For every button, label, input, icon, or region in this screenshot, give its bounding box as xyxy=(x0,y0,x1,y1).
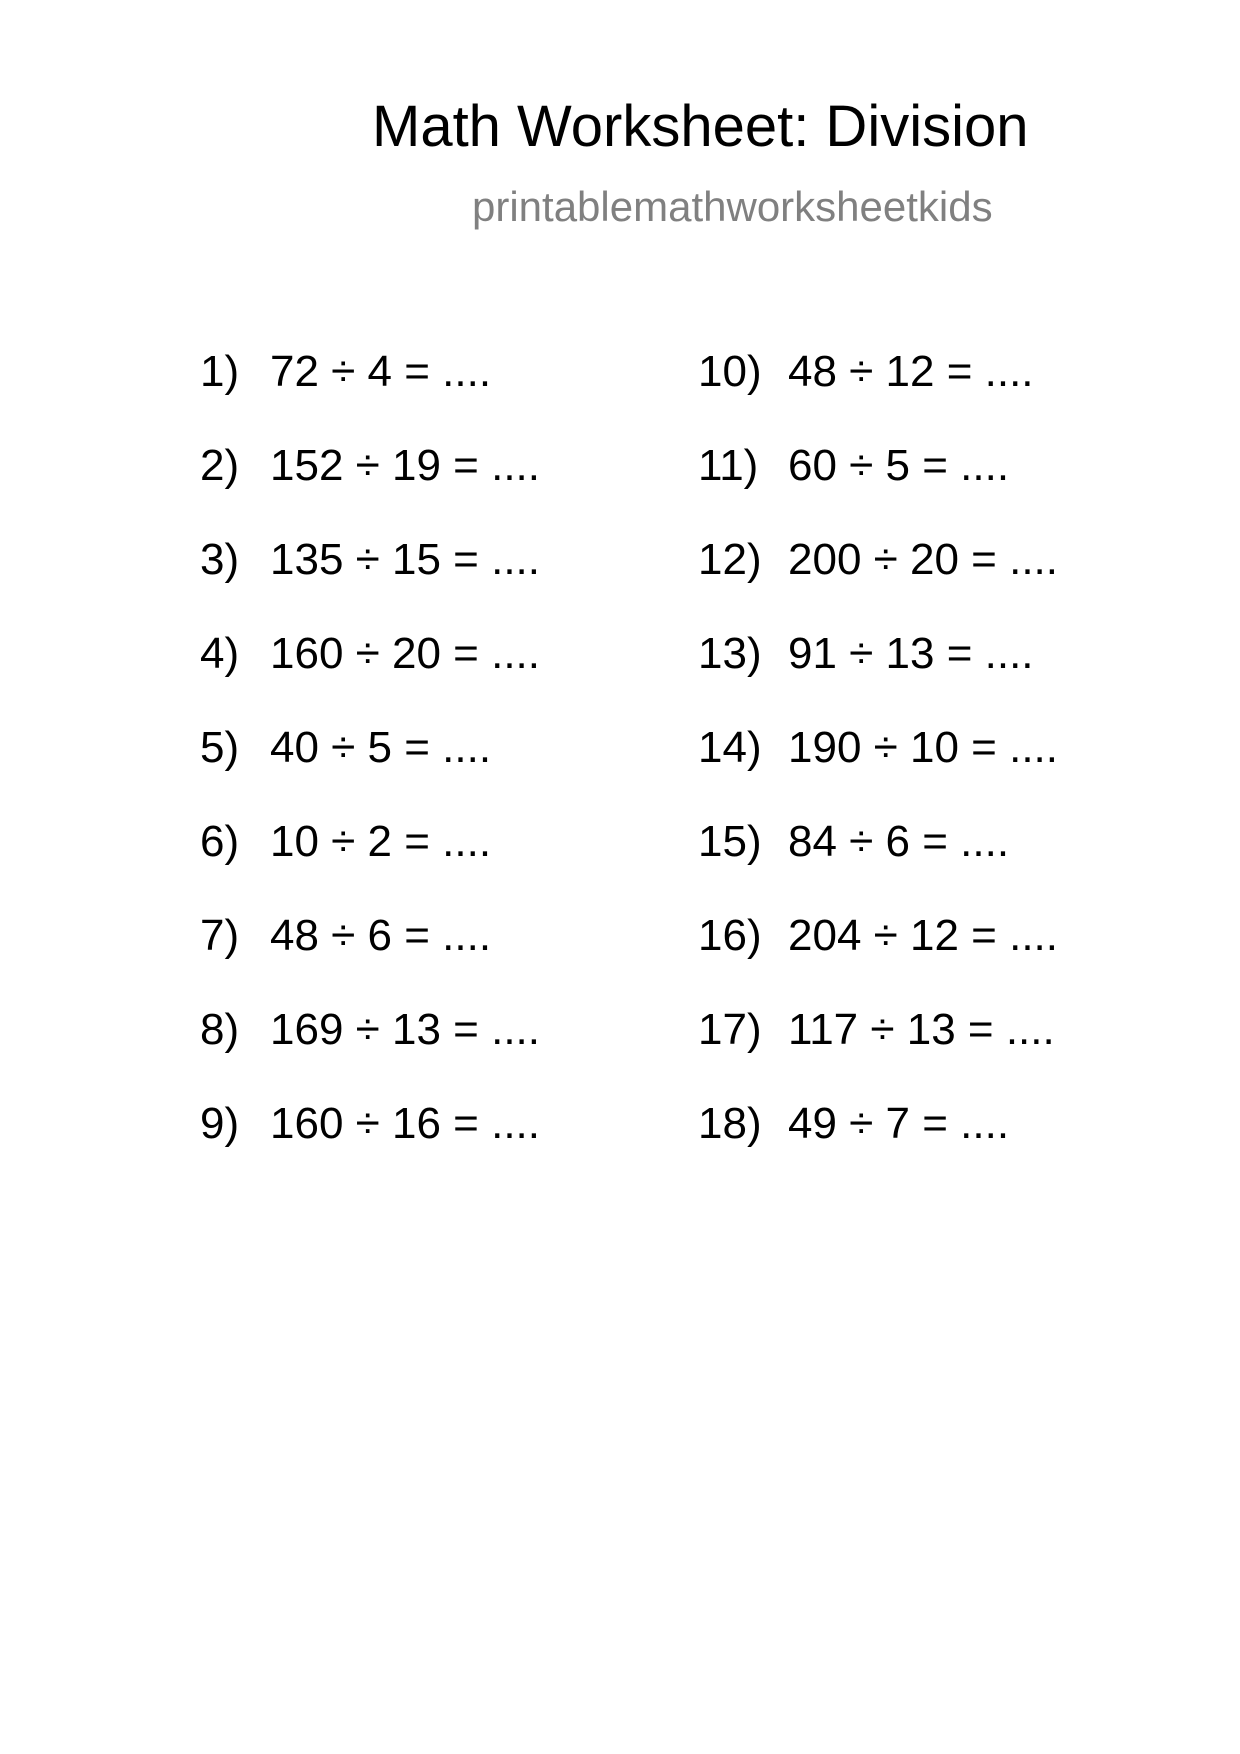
problem-expression: 72 ÷ 4 = .... xyxy=(270,347,492,396)
problem-expression: 160 ÷ 16 = .... xyxy=(270,1099,540,1148)
problem-expression: 190 ÷ 10 = .... xyxy=(788,723,1058,772)
problem-item xyxy=(200,723,492,772)
problem-number: 12) xyxy=(698,535,762,584)
problem-number: 11) xyxy=(698,441,759,490)
problem-expression: 10 ÷ 2 = .... xyxy=(270,817,492,866)
problem-number: 7) xyxy=(200,911,240,960)
problem-item xyxy=(200,911,492,960)
problem-expression: 204 ÷ 12 = .... xyxy=(788,911,1058,960)
problem-number: 5) xyxy=(200,723,240,772)
problem-item xyxy=(698,1005,1055,1054)
problem-item xyxy=(698,1099,1010,1148)
problem-item xyxy=(200,817,492,866)
problem-number: 14) xyxy=(698,723,762,772)
problem-item xyxy=(200,1099,540,1148)
problem-item xyxy=(200,441,540,490)
problem-item xyxy=(200,347,492,396)
worksheet-source: printablemathworksheetkids xyxy=(472,183,993,230)
problem-expression: 49 ÷ 7 = .... xyxy=(788,1099,1010,1148)
problem-expression: 40 ÷ 5 = .... xyxy=(270,723,492,772)
problem-item xyxy=(698,817,1010,866)
problem-expression: 169 ÷ 13 = .... xyxy=(270,1005,540,1054)
problem-item xyxy=(698,441,1010,490)
problem-expression: 135 ÷ 15 = .... xyxy=(270,535,540,584)
problem-item xyxy=(698,535,1058,584)
problem-number: 18) xyxy=(698,1099,762,1148)
problem-number: 17) xyxy=(698,1005,762,1054)
problem-number: 16) xyxy=(698,911,762,960)
problem-number: 3) xyxy=(200,535,240,584)
problem-item xyxy=(698,629,1034,678)
problem-number: 13) xyxy=(698,629,762,678)
worksheet-title: Math Worksheet: Division xyxy=(372,94,1029,159)
problem-expression: 200 ÷ 20 = .... xyxy=(788,535,1058,584)
problem-item xyxy=(698,723,1058,772)
problem-number: 2) xyxy=(200,441,240,490)
problem-expression: 48 ÷ 12 = .... xyxy=(788,347,1034,396)
problem-number: 10) xyxy=(698,347,762,396)
problem-item xyxy=(200,535,540,584)
problem-expression: 91 ÷ 13 = .... xyxy=(788,629,1034,678)
problem-expression: 152 ÷ 19 = .... xyxy=(270,441,540,490)
problem-number: 15) xyxy=(698,817,762,866)
problem-number: 4) xyxy=(200,629,240,678)
problem-number: 1) xyxy=(200,347,240,396)
problem-item xyxy=(698,911,1058,960)
problem-expression: 84 ÷ 6 = .... xyxy=(788,817,1010,866)
problem-expression: 160 ÷ 20 = .... xyxy=(270,629,540,678)
problem-item xyxy=(200,1005,540,1054)
problem-item xyxy=(698,347,1034,396)
problem-number: 6) xyxy=(200,817,240,866)
problem-number: 8) xyxy=(200,1005,240,1054)
problem-expression: 48 ÷ 6 = .... xyxy=(270,911,492,960)
problem-item xyxy=(200,629,540,678)
problem-number: 9) xyxy=(200,1099,240,1148)
problem-expression: 60 ÷ 5 = .... xyxy=(788,441,1010,490)
problem-expression: 117 ÷ 13 = .... xyxy=(788,1005,1055,1054)
